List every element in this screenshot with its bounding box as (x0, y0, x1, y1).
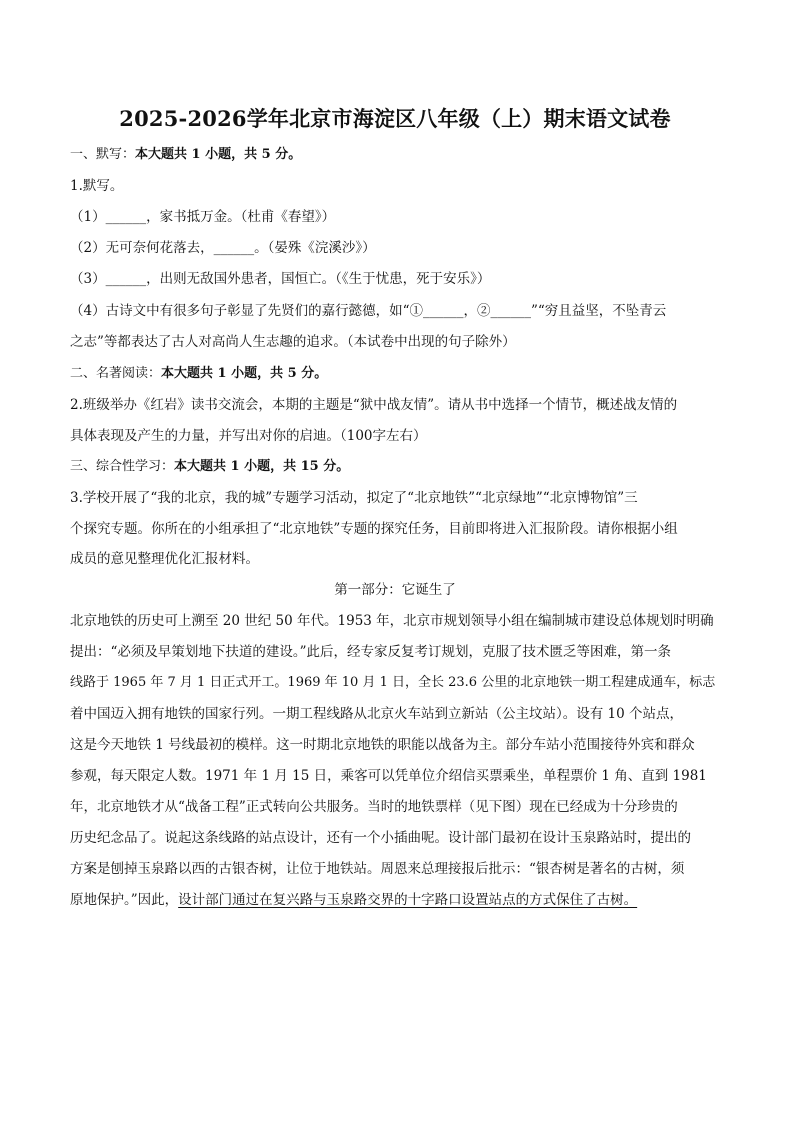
part-1-heading: 第一部分：它诞生了 (334, 582, 456, 598)
passage-line: 北京地铁的历史可上溯至 20 世纪 50 年代。1953 年，北京市规划领导小组在编制城市建设总体规划时明确 (70, 613, 714, 629)
section-1-label: 一、默写： (70, 147, 136, 162)
question-1-item-1: （1）______，家书抵万金。（杜甫《春望》） (70, 209, 336, 225)
section-1-heading (70, 146, 301, 164)
passage-line: 提出：“必须及早策划地下扶道的建设。”此后，经专家反复考订规划，克服了技术匮乏等困难，第一条 (70, 644, 672, 660)
question-3-line-1: 3.学校开展了“我的北京，我的城”专题学习活动，拟定了“北京地铁”“北京绿地”“北京博物馆”三 (70, 490, 638, 506)
question-2-line-2: 具体表现及产生的力量，并写出对你的启迪。（100字左右） (70, 428, 427, 444)
page-title: 2025-2026学年北京市海淀区八年级（上）期末语文试卷 (119, 106, 671, 131)
question-3-line-3: 成员的意见整理优化汇报材料。 (70, 551, 259, 567)
passage-line: 这是今天地铁 1 号线最初的模样。这一时期北京地铁的职能以战备为主。部分车站小范围接待外宾和群众 (70, 737, 695, 753)
section-3-heading (70, 458, 349, 476)
underlined-sentence: 设计部门通过在复兴路与玉泉路交界的十字路口设置站点的方式保住了古树。 (178, 892, 638, 908)
passage-line: 年，北京地铁才从“战备工程”正式转向公共服务。当时的地铁票样（见下图）现在已经成为十分珍贵的 (70, 799, 678, 815)
question-1-item-4-line-1: （4）古诗文中有很多句子彰显了先贤们的嘉行懿德，如“①______，②______”“穷且益坚，不坠青云 (70, 303, 667, 319)
question-2-line-1: 2.班级举办《红岩》读书交流会，本期的主题是“狱中战友情”。请从书中选择一个情节，概述战友情的 (70, 397, 678, 413)
question-1-item-2: （2）无可奈何花落去，______。（晏殊《浣溪沙》） (70, 240, 376, 256)
question-3-line-2: 个探究专题。你所在的小组承担了“北京地铁”专题的探究任务，目前即将进入汇报阶段。请你根据小组 (70, 521, 678, 537)
passage-line: 参观，每天限定人数。1971 年 1 月 15 日，乘客可以凭单位介绍信买票乘坐，单程票价 1 角、直到 1981 (70, 768, 707, 784)
passage-last-plain: 原地保护。”因此， (70, 892, 179, 908)
section-2-label: 二、名著阅读： (70, 366, 162, 381)
passage-line: 线路于 1965 年 7 月 1 日正式开工。1969 年 10 月 1 日，全长 23.6 公里的北京地铁一期工程建成通车，标志 (70, 675, 716, 690)
section-3-desc: 本大题共 1 小题，共 15 分。 (174, 459, 350, 474)
passage-line: 历史纪念品了。说起这条线路的站点设计，还有一个小插曲呢。设计部门最初在设计玉泉路站时，提出的 (70, 830, 691, 846)
passage-line: 着中国迈入拥有地铁的国家行列。一期工程线路从北京火车站到立新站（公主坟站）。设有 10 个站点， (70, 706, 684, 722)
question-1-head: 1.默写。 (70, 178, 124, 194)
section-1-desc: 本大题共 1 小题，共 5 分。 (135, 147, 302, 162)
section-2-heading (70, 365, 327, 383)
section-3-label: 三、综合性学习： (70, 459, 175, 474)
passage-line-last (70, 891, 637, 909)
section-2-desc: 本大题共 1 小题，共 5 分。 (161, 366, 328, 381)
question-1-item-3: （3）______，出则无敌国外患者，国恒亡。（《生于忧患，死于安乐》） (70, 271, 491, 287)
question-1-item-4-line-2: 之志”等都表达了古人对高尚人生志趣的追求。（本试卷中出现的句子除外） (70, 334, 516, 350)
passage-line: 方案是刨掉玉泉路以西的古银杏树，让位于地铁站。周恩来总理接报后批示：“银杏树是著名的古树，须 (70, 861, 685, 877)
